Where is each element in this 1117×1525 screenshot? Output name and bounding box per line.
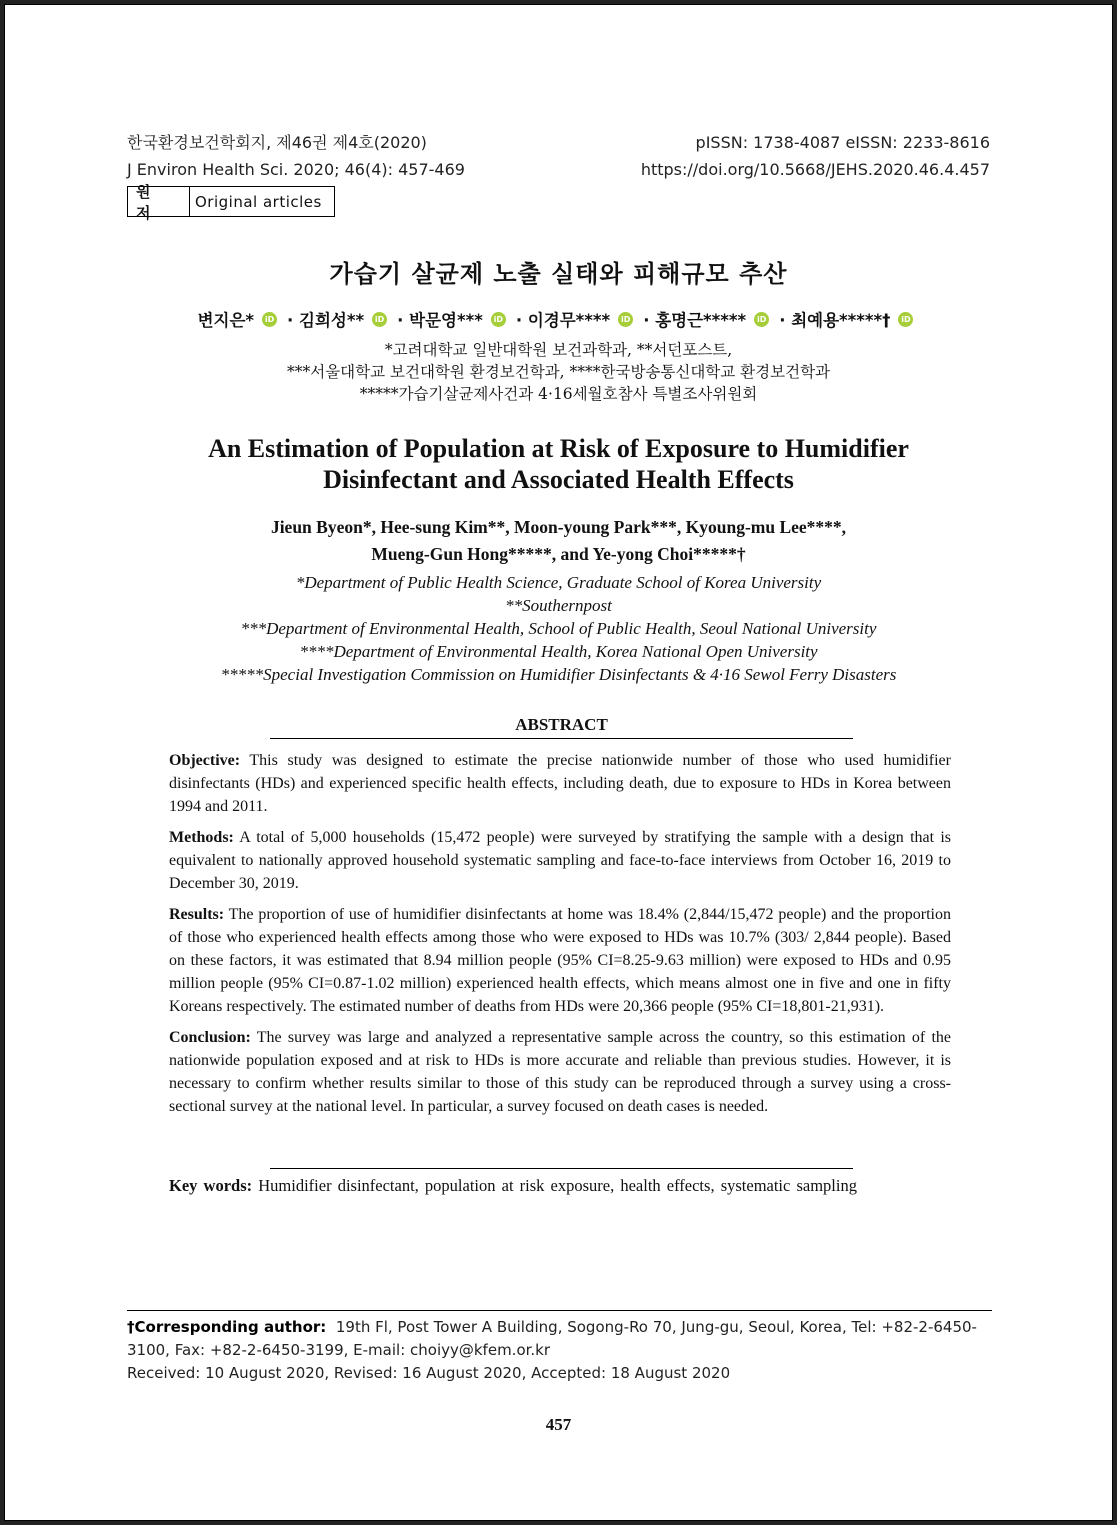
title-en-line: An Estimation of Population at Risk of Exposure to Humidifier — [208, 434, 909, 463]
methods-label: Methods: — [169, 829, 234, 846]
keywords-divider — [270, 1168, 853, 1169]
abstract-conclusion — [169, 1026, 951, 1118]
methods-text: A total of 5,000 households (15,472 people) were surveyed by stratifying the sample with a design that is equivalent to nationally approved household systematic sampling and face-to-face interviews from October 16, 2019 to December 30, 2019. — [169, 829, 951, 892]
authors-en — [5, 514, 1112, 568]
abstract-body — [169, 749, 951, 1126]
author-ko: · 홍명근***** — [643, 311, 747, 330]
received-dates: Received: 10 August 2020, Revised: 16 August 2020, Accepted: 18 August 2020 — [127, 1364, 731, 1382]
orcid-icon[interactable]: iD — [618, 312, 633, 327]
affiliation-en: ***Department of Environmental Health, School of Public Health, Seoul National University — [240, 619, 877, 638]
affiliation-ko: *고려대학교 일반대학원 보건과학과, **서던포스트, — [384, 341, 733, 359]
conclusion-label: Conclusion: — [169, 1029, 251, 1046]
abstract-heading: ABSTRACT — [270, 715, 853, 739]
article-type-ko: 원 저 — [128, 187, 190, 216]
author-ko: · 최예용*****† — [779, 311, 891, 330]
author-ko: · 김희성** — [287, 311, 365, 330]
objective-text: This study was designed to estimate the precise nationwide number of those who used humidifier disinfectants (HDs) and experienced specific health effects, including death, due to exposure to HDs in Korea between 1994 and 2011. — [169, 752, 951, 815]
orcid-icon[interactable]: iD — [754, 312, 769, 327]
orcid-icon[interactable]: iD — [262, 312, 277, 327]
results-label: Results: — [169, 906, 225, 923]
footnote — [127, 1316, 997, 1385]
journal-citation — [127, 129, 465, 183]
article-type-en: Original articles — [195, 192, 322, 211]
results-text: The proportion of use of humidifier disinfectants at home was 18.4% (2,844/15,472 people) and the proportion of those who experienced health effects among those who were exposed to HDs was 10.7% (303/ 2,844 people). Based on these factors, it was estimated that 8.94 million people (95% CI=8.25-9.63 million) were exposed to HDs and 0.95 million people (95% CI=0.87-1.02 million) experienced health effects, which means almost one in five and one in fifty Koreans respectively. The estimated number of deaths from HDs were 20,366 people (95% CI=18,801-21,931). — [169, 906, 951, 1015]
issn: pISSN: 1738-4087 eISSN: 2233-8616 — [695, 133, 990, 152]
journal-ko: 한국환경보건학회지, 제46권 제4호(2020) — [127, 133, 427, 152]
affiliation-en: **Southernpost — [505, 596, 612, 615]
title-en — [5, 433, 1112, 495]
keywords-text: Humidifier disinfectant, population at risk exposure, health effects, systematic sampling — [258, 1176, 857, 1195]
abstract-results — [169, 903, 951, 1018]
author-ko: · 박문영*** — [397, 311, 483, 330]
article-type-box — [127, 182, 335, 222]
affiliation-en: ****Department of Environmental Health, Korea National Open University — [299, 642, 818, 661]
journal-identifiers — [641, 129, 990, 183]
corresponding-author — [127, 1316, 997, 1362]
authors-en-line: Mueng-Gun Hong*****, and Ye-yong Choi*****† — [371, 544, 746, 564]
keywords — [169, 1174, 951, 1197]
orcid-icon[interactable]: iD — [491, 312, 506, 327]
paper-page — [4, 4, 1113, 1521]
conclusion-text: The survey was large and analyzed a representative sample across the country, so this estimation of the nationwide population exposed and at risk to HDs is more accurate and reliable than previous studies. However, it is necessary to confirm whether results similar to those of this study can be reproduced through a survey using a cross-sectional survey at the national level. In particular, a survey focused on death cases is needed. — [169, 1029, 951, 1115]
objective-label: Objective: — [169, 752, 241, 769]
keywords-label: Key words: — [169, 1176, 253, 1195]
author-ko: · 이경무**** — [515, 311, 611, 330]
corresponding-text: 19th Fl, Post Tower A Building, Sogong-Ro 70, Jung-gu, Seoul, Korea, Tel: +82-2-6450-3100, Fax: +82-2-6450-3199, E-mail: choiyy@kfem.or.kr — [127, 1318, 977, 1359]
authors-en-line: Jieun Byeon*, Hee-sung Kim**, Moon-young Park***, Kyoung-mu Lee****, — [270, 517, 847, 537]
journal-en: J Environ Health Sci. 2020; 46(4): 457-469 — [127, 160, 465, 179]
author-ko: 변지은* — [197, 311, 255, 330]
orcid-icon[interactable]: iD — [372, 312, 387, 327]
orcid-icon[interactable]: iD — [898, 312, 913, 327]
abstract-methods — [169, 826, 951, 895]
footnote-divider — [127, 1310, 992, 1311]
affiliation-ko: ***서울대학교 보건대학원 환경보건학과, ****한국방송통신대학교 환경보건학과 — [286, 363, 831, 381]
title-ko: 가습기 살균제 노출 실태와 피해규모 추산 — [329, 260, 788, 288]
title-en-line: Disinfectant and Associated Health Effects — [323, 465, 794, 494]
affiliation-en: *****Special Investigation Commission on Humidifier Disinfectants & 4·16 Sewol Ferry Disasters — [220, 665, 897, 684]
affiliation-ko: *****가습기살균제사건과 4·16세월호참사 특별조사위원회 — [359, 385, 758, 403]
corresponding-label: †Corresponding author: — [127, 1318, 327, 1336]
abstract-objective — [169, 749, 951, 818]
page-number: 457 — [545, 1415, 572, 1434]
affiliation-en: *Department of Public Health Science, Graduate School of Korea University — [295, 573, 822, 592]
authors-ko — [5, 307, 1112, 331]
doi-link[interactable]: https://doi.org/10.5668/JEHS.2020.46.4.457 — [640, 160, 990, 179]
